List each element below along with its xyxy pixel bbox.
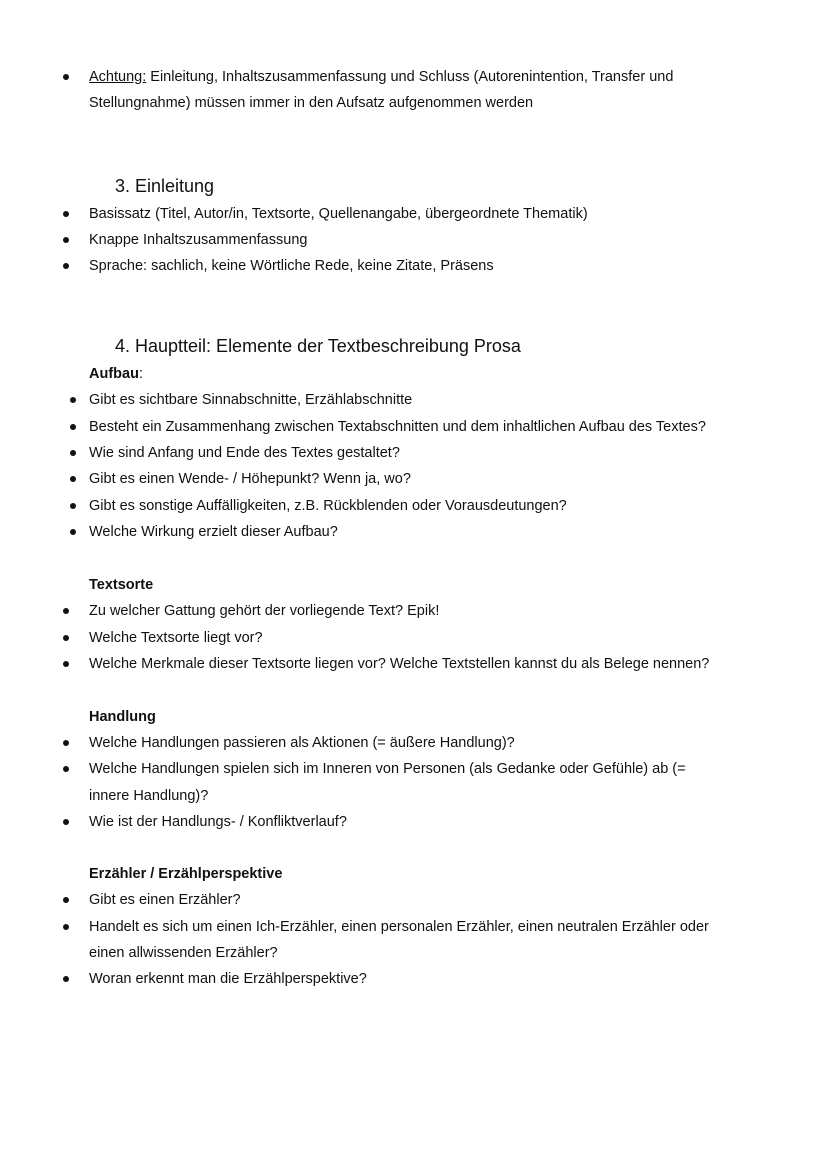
list-item bbox=[0, 440, 828, 466]
list-item bbox=[0, 914, 828, 967]
handlung-list bbox=[0, 730, 828, 835]
bullet-icon bbox=[63, 237, 69, 243]
aufbau-list bbox=[0, 387, 828, 545]
list-item bbox=[0, 651, 828, 677]
subheading-erzaehler: Erzähler / Erzählperspektive bbox=[89, 866, 283, 883]
document bbox=[0, 64, 828, 993]
bullet-icon bbox=[70, 424, 76, 430]
list-item-text: Welche Handlungen passieren als Aktionen (= äußere Handlung)? bbox=[89, 735, 515, 752]
bullet-icon bbox=[63, 263, 69, 269]
bullet-icon bbox=[70, 503, 76, 509]
erzaehler-list bbox=[0, 887, 828, 992]
bullet-icon bbox=[70, 450, 76, 456]
list-item-text: Wie sind Anfang und Ende des Textes gestaltet? bbox=[89, 445, 400, 462]
list-item bbox=[0, 625, 828, 651]
bullet-icon bbox=[63, 819, 69, 825]
list-item-text: Welche Wirkung erzielt dieser Aufbau? bbox=[89, 523, 338, 540]
list-item-text: Besteht ein Zusammenhang zwischen Textabschnitten und dem inhaltlichen Aufbau des Textes? bbox=[89, 418, 706, 435]
list-item-text: Gibt es einen Erzähler? bbox=[89, 892, 241, 909]
list-item-text: Gibt es einen Wende- / Höhepunkt? Wenn ja, wo? bbox=[89, 471, 411, 488]
bullet-icon bbox=[63, 976, 69, 982]
list-item bbox=[0, 809, 828, 835]
subheading-handlung: Handlung bbox=[89, 709, 156, 726]
list-item bbox=[0, 966, 828, 992]
bullet-icon bbox=[63, 924, 69, 930]
list-item bbox=[0, 201, 828, 227]
subheading-textsorte: Textsorte bbox=[89, 577, 154, 594]
bullet-icon bbox=[70, 397, 76, 403]
list-item-text: Zu welcher Gattung gehört der vorliegende Text? Epik! bbox=[89, 603, 440, 620]
list-item-text: Gibt es sonstige Auffälligkeiten, z.B. Rückblenden oder Vorausdeutungen? bbox=[89, 497, 567, 514]
list-item-text: Welche Handlungen spielen sich im Inneren von Personen (als Gedanke oder Gefühle) ab (= innere Handlung)? bbox=[89, 761, 686, 804]
subheading-aufbau: Aufbau: bbox=[89, 366, 143, 383]
bullet-icon bbox=[63, 211, 69, 217]
bullet-icon bbox=[63, 766, 69, 772]
textsorte-list bbox=[0, 598, 828, 677]
list-item bbox=[0, 466, 828, 492]
bullet-icon bbox=[70, 476, 76, 482]
list-item bbox=[0, 519, 828, 545]
list-item bbox=[0, 387, 828, 413]
list-item-text: Woran erkennt man die Erzählperspektive? bbox=[89, 971, 367, 988]
intro-text: Einleitung, Inhaltszusammenfassung und Schluss (Autorenintention, Transfer und Stellungnahme) müssen immer in den Aufsatz aufgenommen werden bbox=[89, 69, 674, 112]
warning-label: Achtung: bbox=[89, 69, 147, 85]
list-item bbox=[0, 730, 828, 756]
list-item-text: Welche Textsorte liegt vor? bbox=[89, 629, 263, 646]
list-item bbox=[0, 64, 828, 117]
list-item bbox=[0, 253, 828, 279]
list-item-text: Wie ist der Handlungs- / Konfliktverlauf? bbox=[89, 814, 347, 831]
list-item bbox=[0, 887, 828, 913]
einleitung-list bbox=[0, 201, 828, 280]
intro-list bbox=[0, 64, 828, 117]
list-item bbox=[0, 493, 828, 519]
bullet-icon bbox=[63, 608, 69, 614]
section-heading: 3. Einleitung bbox=[115, 175, 215, 196]
list-item-text: Handelt es sich um einen Ich-Erzähler, einen personalen Erzähler, einen neutralen Erzähler oder einen allwissenden Erzähler? bbox=[89, 918, 709, 961]
list-item bbox=[0, 227, 828, 253]
list-item-text: Gibt es sichtbare Sinnabschnitte, Erzählabschnitte bbox=[89, 392, 413, 409]
list-item-text: Welche Merkmale dieser Textsorte liegen vor? Welche Textstellen kannst du als Belege nennen? bbox=[89, 655, 710, 672]
bullet-icon bbox=[63, 661, 69, 667]
bullet-icon bbox=[63, 897, 69, 903]
list-item bbox=[0, 756, 828, 809]
list-item-text: Knappe Inhaltszusammenfassung bbox=[89, 231, 308, 248]
list-item-text: Basissatz (Titel, Autor/in, Textsorte, Quellenangabe, übergeordnete Thematik) bbox=[89, 205, 588, 222]
list-item bbox=[0, 598, 828, 624]
section-heading: 4. Hauptteil: Elemente der Textbeschreibung Prosa bbox=[115, 336, 521, 357]
list-item bbox=[0, 414, 828, 440]
list-item-text: Sprache: sachlich, keine Wörtliche Rede, keine Zitate, Präsens bbox=[89, 258, 494, 275]
bullet-icon bbox=[63, 74, 69, 80]
bullet-icon bbox=[63, 740, 69, 746]
bullet-icon bbox=[70, 529, 76, 535]
bullet-icon bbox=[63, 635, 69, 641]
